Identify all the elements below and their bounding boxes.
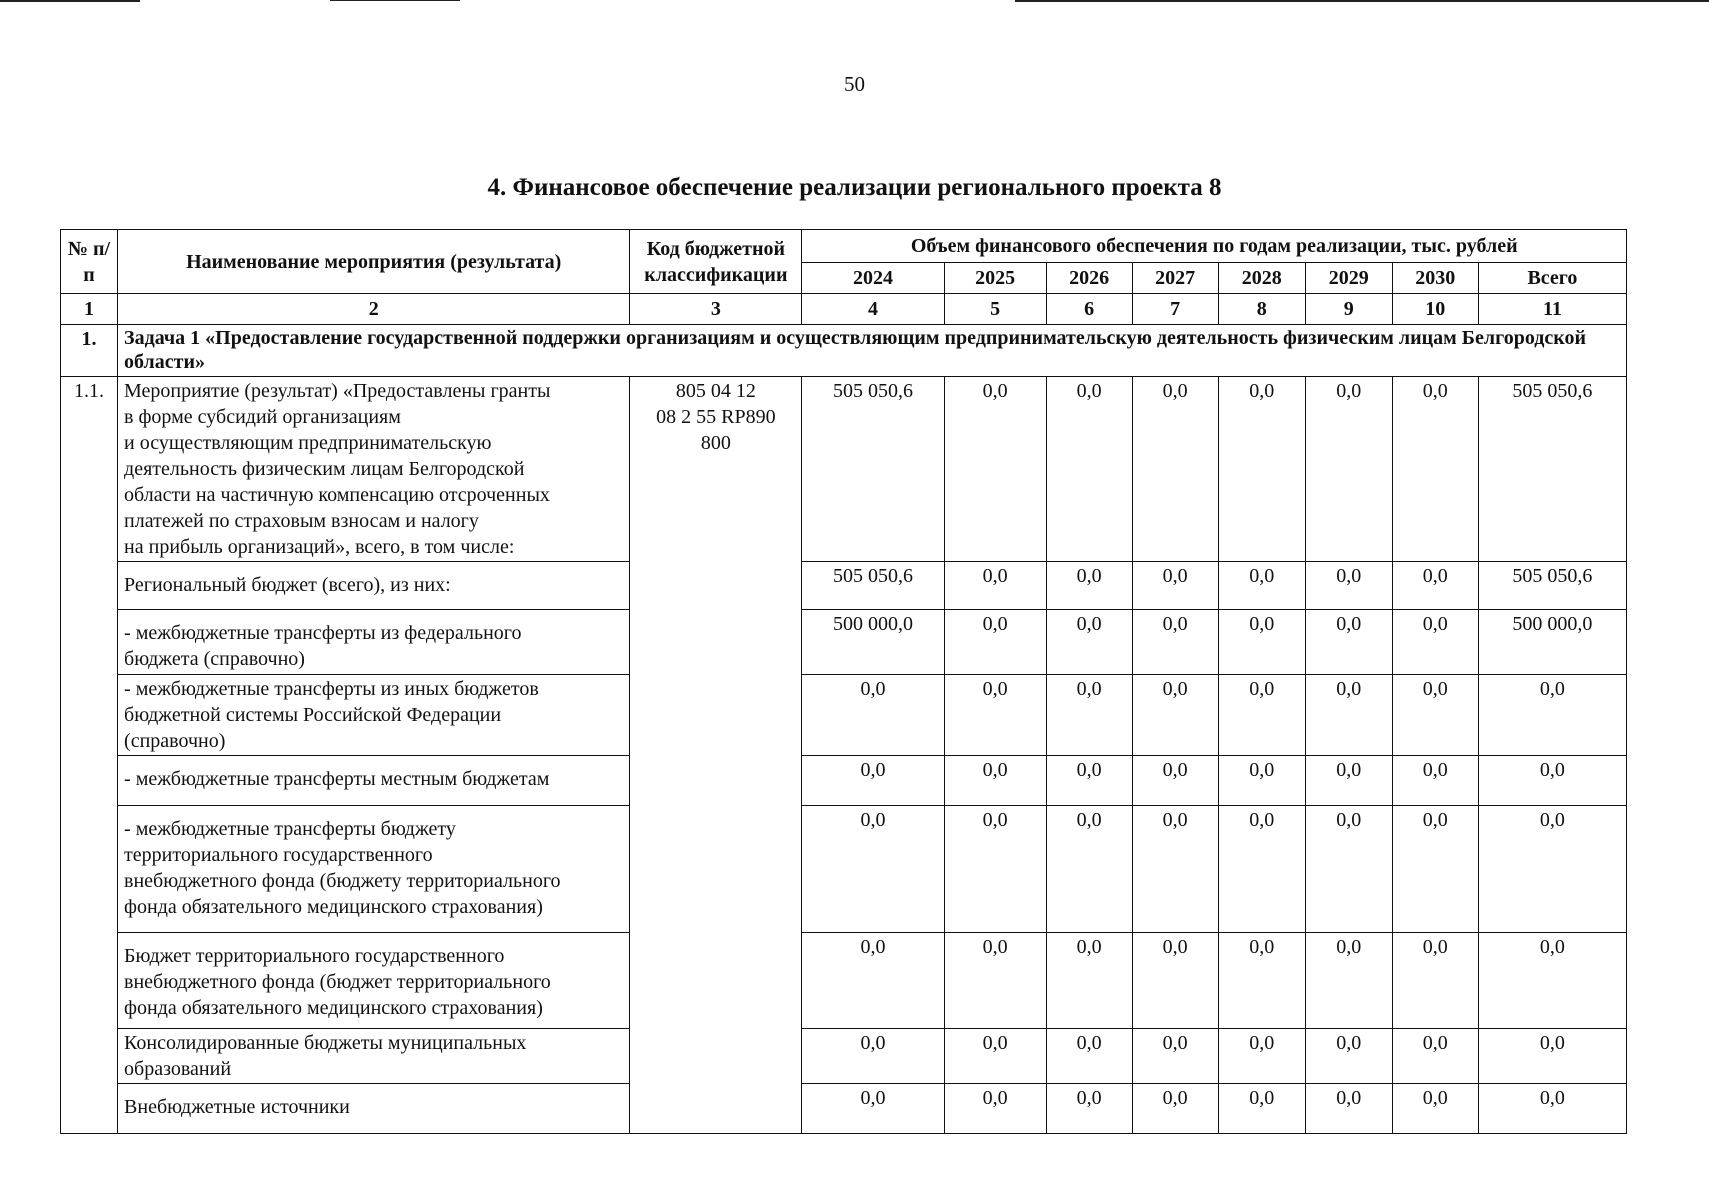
- table-row: [61, 562, 1627, 610]
- row-label-line: - межбюджетные трансферты бюджету: [124, 818, 456, 840]
- year-value: 0,0: [1305, 377, 1392, 562]
- year-value: 0,0: [1046, 675, 1132, 756]
- year-value: 0,0: [944, 1084, 1046, 1134]
- year-value: 0,0: [1132, 806, 1218, 933]
- year-value: 0,0: [944, 610, 1046, 675]
- header-year: 2028: [1218, 263, 1305, 294]
- row-label-line: на прибыль организаций», всего, в том числе:: [124, 536, 515, 558]
- year-value: 500 000,0: [802, 610, 944, 675]
- row-label-line: - межбюджетные трансферты местным бюджетам: [124, 768, 550, 790]
- total-value: 0,0: [1478, 756, 1626, 806]
- year-value: 0,0: [802, 1084, 944, 1134]
- row-label: [118, 756, 630, 806]
- year-value: 0,0: [802, 1029, 944, 1084]
- year-value: 505 050,6: [802, 377, 944, 562]
- total-value: 500 000,0: [1478, 610, 1626, 675]
- year-value: 0,0: [1305, 1084, 1392, 1134]
- header-num: № п/п: [61, 230, 118, 294]
- year-value: 0,0: [1392, 806, 1478, 933]
- column-number: 1: [61, 294, 118, 325]
- row-label: [118, 562, 630, 610]
- budget-code: [630, 377, 802, 1134]
- row-label: [118, 1029, 630, 1084]
- year-value: 0,0: [1132, 1084, 1218, 1134]
- scan-edge-line: [1015, 0, 1709, 2]
- year-value: 0,0: [1218, 756, 1305, 806]
- header-year: 2030: [1392, 263, 1478, 294]
- year-value: 0,0: [802, 933, 944, 1029]
- year-value: 0,0: [1046, 806, 1132, 933]
- column-number: 7: [1132, 294, 1218, 325]
- column-number: 8: [1218, 294, 1305, 325]
- year-value: 0,0: [1046, 562, 1132, 610]
- year-value: 0,0: [1392, 1084, 1478, 1134]
- year-value: 0,0: [944, 933, 1046, 1029]
- column-number: 2: [118, 294, 630, 325]
- row-label-line: фонда обязательного медицинского страхования): [124, 997, 543, 1019]
- row-label: [118, 806, 630, 933]
- year-value: 0,0: [1305, 1029, 1392, 1084]
- row-label-line: внебюджетного фонда (бюджету территориального: [124, 870, 561, 892]
- column-number: 11: [1478, 294, 1626, 325]
- table-row: [61, 806, 1627, 933]
- year-value: 0,0: [944, 377, 1046, 562]
- table-row: [61, 1084, 1627, 1134]
- page-title: 4. Финансовое обеспечение реализации регионального проекта 8: [487, 174, 1222, 201]
- year-value: 0,0: [1046, 933, 1132, 1029]
- table-row: [61, 1029, 1627, 1084]
- budget-code-line: 08 2 55 RP890: [656, 406, 776, 428]
- row-label: [118, 933, 630, 1029]
- financing-table: [60, 229, 1627, 1134]
- year-value: 0,0: [1218, 610, 1305, 675]
- year-value: 0,0: [1046, 377, 1132, 562]
- task-number: 1.: [61, 325, 118, 377]
- table-row: [61, 756, 1627, 806]
- header-year: 2025: [944, 263, 1046, 294]
- header-year: 2027: [1132, 263, 1218, 294]
- year-value: 0,0: [1218, 675, 1305, 756]
- total-value: 0,0: [1478, 1029, 1626, 1084]
- year-value: 0,0: [1046, 756, 1132, 806]
- row-label-line: деятельность физическим лицам Белгородской: [124, 458, 525, 480]
- year-value: 0,0: [1218, 806, 1305, 933]
- year-value: 0,0: [1218, 1029, 1305, 1084]
- table-row: [61, 377, 1627, 562]
- column-number: 5: [944, 294, 1046, 325]
- year-value: 0,0: [1132, 610, 1218, 675]
- total-value: 0,0: [1478, 1084, 1626, 1134]
- header-year: 2026: [1046, 263, 1132, 294]
- year-value: 0,0: [1392, 1029, 1478, 1084]
- item-number: 1.1.: [61, 377, 118, 1134]
- header-code: Код бюджетной классификации: [630, 230, 802, 294]
- year-value: 0,0: [1305, 675, 1392, 756]
- scan-edge-line: [330, 0, 460, 1]
- year-value: 0,0: [1046, 1029, 1132, 1084]
- year-value: 0,0: [944, 756, 1046, 806]
- row-label-line: Региональный бюджет (всего), из них:: [124, 574, 451, 596]
- year-value: 0,0: [944, 1029, 1046, 1084]
- year-value: 0,0: [1046, 610, 1132, 675]
- row-label-line: Внебюджетные источники: [124, 1096, 350, 1118]
- row-label: [118, 610, 630, 675]
- year-value: 0,0: [1218, 377, 1305, 562]
- year-value: 0,0: [1392, 675, 1478, 756]
- year-value: 0,0: [1132, 1029, 1218, 1084]
- row-label-line: платежей по страховым взносам и налогу: [124, 510, 479, 532]
- column-number: 10: [1392, 294, 1478, 325]
- year-value: 0,0: [1132, 756, 1218, 806]
- total-value: 0,0: [1478, 933, 1626, 1029]
- year-value: 0,0: [944, 806, 1046, 933]
- year-value: 0,0: [1132, 377, 1218, 562]
- year-value: 505 050,6: [802, 562, 944, 610]
- row-label-line: Бюджет территориального государственного: [124, 945, 505, 967]
- row-label-line: Консолидированные бюджеты муниципальных: [124, 1032, 527, 1054]
- header-name: Наименование мероприятия (результата): [118, 230, 630, 294]
- year-value: 0,0: [1392, 933, 1478, 1029]
- year-value: 0,0: [802, 806, 944, 933]
- year-value: 0,0: [1392, 562, 1478, 610]
- year-value: 0,0: [1392, 377, 1478, 562]
- budget-code-line: 800: [700, 432, 731, 454]
- year-value: 0,0: [1218, 1084, 1305, 1134]
- row-label: [118, 377, 630, 562]
- row-label-line: - межбюджетные трансферты из иных бюджетов: [124, 678, 539, 700]
- row-label-line: - межбюджетные трансферты из федерального: [124, 622, 522, 644]
- table-row: [61, 933, 1627, 1029]
- column-number: 4: [802, 294, 944, 325]
- header-year: 2029: [1305, 263, 1392, 294]
- budget-code-line: 805 04 12: [675, 380, 756, 402]
- table-row: [61, 675, 1627, 756]
- scan-edge-line: [0, 0, 140, 2]
- column-number: 3: [630, 294, 802, 325]
- year-value: 0,0: [1305, 610, 1392, 675]
- header-volume: Объем финансового обеспечения по годам реализации, тыс. рублей: [802, 230, 1627, 263]
- header-total: Всего: [1478, 263, 1626, 294]
- year-value: 0,0: [1392, 610, 1478, 675]
- column-number: 9: [1305, 294, 1392, 325]
- year-value: 0,0: [1132, 675, 1218, 756]
- row-label-line: внебюджетного фонда (бюджет территориального: [124, 971, 551, 993]
- total-value: 0,0: [1478, 806, 1626, 933]
- year-value: 0,0: [802, 756, 944, 806]
- year-value: 0,0: [1305, 756, 1392, 806]
- row-label-line: бюджета (справочно): [124, 648, 305, 670]
- total-value: 0,0: [1478, 675, 1626, 756]
- year-value: 0,0: [1392, 756, 1478, 806]
- row-label: [118, 1084, 630, 1134]
- row-label-line: территориального государственного: [124, 844, 433, 866]
- header-year: 2024: [802, 263, 944, 294]
- row-label-line: (справочно): [124, 730, 226, 752]
- row-label-line: бюджетной системы Российской Федерации: [124, 704, 502, 726]
- row-label-line: образований: [124, 1058, 232, 1080]
- row-label: [118, 675, 630, 756]
- row-label-line: в форме субсидий организациям: [124, 406, 401, 428]
- row-label-line: фонда обязательного медицинского страхования): [124, 896, 543, 918]
- row-label-line: Мероприятие (результат) «Предоставлены гранты: [124, 380, 551, 402]
- column-number: 6: [1046, 294, 1132, 325]
- year-value: 0,0: [944, 675, 1046, 756]
- year-value: 0,0: [802, 675, 944, 756]
- total-value: 505 050,6: [1478, 562, 1626, 610]
- page-number: 50: [844, 72, 865, 96]
- year-value: 0,0: [1218, 562, 1305, 610]
- year-value: 0,0: [1305, 933, 1392, 1029]
- total-value: 505 050,6: [1478, 377, 1626, 562]
- year-value: 0,0: [944, 562, 1046, 610]
- task-description: Задача 1 «Предоставление государственной поддержки организациям и осуществляющим предпринимательскую деятельность физическим лицам Белгородской области»: [118, 325, 1627, 377]
- row-label-line: и осуществляющим предпринимательскую: [124, 432, 492, 454]
- year-value: 0,0: [1305, 562, 1392, 610]
- year-value: 0,0: [1132, 933, 1218, 1029]
- row-label-line: области на частичную компенсацию отсроченных: [124, 484, 550, 506]
- table-row: [61, 610, 1627, 675]
- year-value: 0,0: [1218, 933, 1305, 1029]
- year-value: 0,0: [1132, 562, 1218, 610]
- year-value: 0,0: [1305, 806, 1392, 933]
- year-value: 0,0: [1046, 1084, 1132, 1134]
